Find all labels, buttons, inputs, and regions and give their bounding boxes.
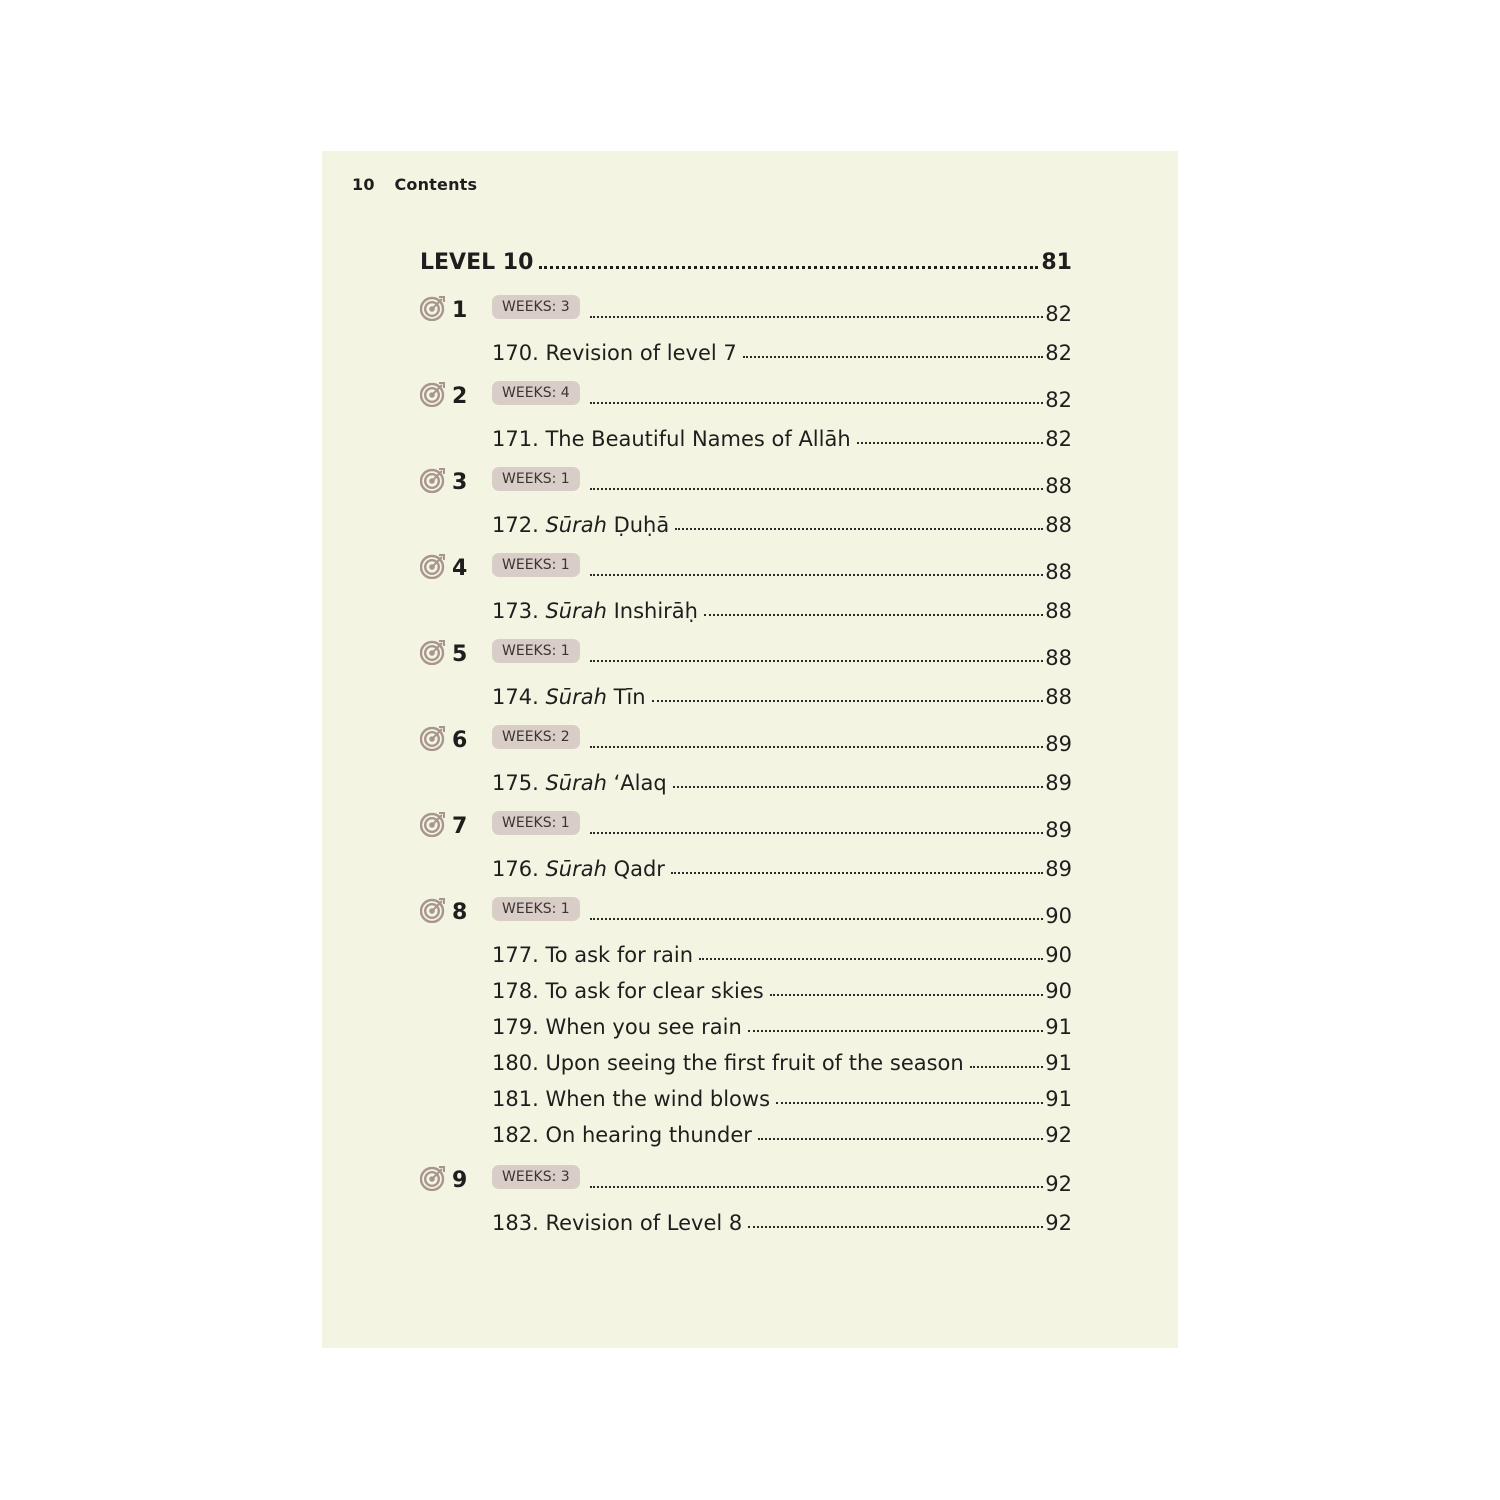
entry-page: 88	[1045, 599, 1072, 623]
weeks-badge: WEEKS: 1	[492, 639, 580, 663]
target-icon-graphic	[420, 811, 446, 837]
weeks-page: 88	[1045, 474, 1072, 498]
weeks-row	[492, 381, 1072, 413]
weeks-page: 89	[1045, 818, 1072, 842]
target-icon	[420, 639, 446, 665]
entry-list	[492, 845, 1072, 881]
target-icon-graphic	[420, 553, 446, 579]
weeks-row	[492, 811, 1072, 843]
entry-page: 89	[1045, 857, 1072, 881]
entry-text: Revision of level 7	[545, 341, 737, 365]
entry-page: 91	[1045, 1051, 1072, 1075]
entry-number: 179.	[492, 1015, 546, 1039]
entry-text: Upon seeing the first fruit of the season	[545, 1051, 964, 1075]
entry-list	[492, 1199, 1072, 1235]
dot-leader	[673, 786, 1044, 788]
dot-leader	[671, 872, 1043, 874]
toc-entry[interactable]	[492, 1039, 1072, 1075]
entry-list	[492, 329, 1072, 365]
entry-text: On hearing thunder	[545, 1123, 752, 1147]
entry-italic: Sūrah	[545, 513, 607, 537]
block-header	[420, 897, 1072, 931]
entry-italic: Sūrah	[545, 771, 607, 795]
dot-leader	[748, 1030, 1043, 1032]
dot-leader	[675, 528, 1043, 530]
weeks-block	[420, 553, 1072, 623]
dot-leader	[590, 660, 1044, 662]
entry-title	[492, 599, 698, 623]
entry-number: 173.	[492, 599, 546, 623]
toc-entry[interactable]	[492, 967, 1072, 1003]
entry-title	[492, 685, 646, 709]
block-header	[420, 295, 1072, 329]
weeks-badge: WEEKS: 3	[492, 295, 580, 319]
entry-text: To ask for clear skies	[545, 979, 764, 1003]
toc-entry[interactable]	[492, 1199, 1072, 1235]
target-icon	[420, 381, 446, 407]
target-icon	[420, 295, 446, 321]
target-icon-graphic	[420, 725, 446, 751]
entry-text: Inshirāḥ	[613, 599, 698, 623]
weeks-block	[420, 725, 1072, 795]
weeks-page: 88	[1045, 560, 1072, 584]
entry-text: When the wind blows	[545, 1087, 771, 1111]
weeks-block	[420, 467, 1072, 537]
weeks-badge: WEEKS: 1	[492, 811, 580, 835]
weeks-row	[492, 467, 1072, 499]
weeks-row	[492, 639, 1072, 671]
toc-entry[interactable]	[492, 845, 1072, 881]
entry-title	[492, 979, 764, 1003]
entry-page: 92	[1045, 1123, 1072, 1147]
entry-text: Revision of Level 8	[545, 1211, 743, 1235]
entry-list	[492, 415, 1072, 451]
toc-entry[interactable]	[492, 415, 1072, 451]
entry-number: 182.	[492, 1123, 546, 1147]
entry-page: 91	[1045, 1087, 1072, 1111]
block-number: 3	[452, 470, 468, 495]
entry-title	[492, 341, 737, 365]
entry-number: 180.	[492, 1051, 546, 1075]
dot-leader	[748, 1226, 1043, 1228]
weeks-block	[420, 897, 1072, 1147]
block-number: 7	[452, 814, 468, 839]
toc-entry[interactable]	[492, 1075, 1072, 1111]
entry-title	[492, 943, 693, 967]
block-header	[420, 553, 1072, 587]
target-icon	[420, 811, 446, 837]
entry-page: 90	[1045, 979, 1072, 1003]
weeks-badge: WEEKS: 1	[492, 553, 580, 577]
dot-leader	[857, 442, 1044, 444]
target-icon	[420, 467, 446, 493]
block-header	[420, 381, 1072, 415]
entry-list	[492, 759, 1072, 795]
toc-entry[interactable]	[492, 329, 1072, 365]
dot-leader	[758, 1138, 1043, 1140]
dot-leader	[590, 316, 1044, 318]
toc-entry[interactable]	[492, 587, 1072, 623]
dot-leader	[590, 488, 1044, 490]
dot-leader	[776, 1102, 1043, 1104]
weeks-row	[492, 897, 1072, 929]
entry-title	[492, 427, 851, 451]
block-header	[420, 725, 1072, 759]
block-number: 2	[452, 384, 468, 409]
entry-number: 178.	[492, 979, 546, 1003]
entry-title	[492, 1051, 964, 1075]
target-icon-graphic	[420, 1165, 446, 1191]
entry-number: 171.	[492, 427, 546, 451]
weeks-badge: WEEKS: 1	[492, 467, 580, 491]
dot-leader	[652, 700, 1044, 702]
header-section-title: Contents	[394, 175, 478, 194]
target-icon-graphic	[420, 639, 446, 665]
target-icon-graphic	[420, 467, 446, 493]
entry-text: ‘Alaq	[613, 771, 667, 795]
entry-page: 89	[1045, 771, 1072, 795]
toc-entry[interactable]	[492, 673, 1072, 709]
entry-page: 90	[1045, 943, 1072, 967]
block-number: 5	[452, 642, 468, 667]
weeks-badge: WEEKS: 1	[492, 897, 580, 921]
entry-text: Qadr	[613, 857, 665, 881]
block-number: 4	[452, 556, 468, 581]
block-number: 6	[452, 728, 468, 753]
entry-title	[492, 1087, 770, 1111]
entry-italic: Sūrah	[545, 599, 607, 623]
weeks-block	[420, 295, 1072, 365]
level-title: LEVEL 10	[420, 250, 534, 275]
target-icon	[420, 725, 446, 751]
entry-number: 172.	[492, 513, 546, 537]
running-header	[352, 175, 477, 194]
entry-text: Tīn	[613, 685, 646, 709]
dot-leader	[590, 832, 1044, 834]
entry-number: 176.	[492, 857, 546, 881]
dot-leader	[699, 958, 1043, 960]
entry-page: 82	[1045, 427, 1072, 451]
entry-title	[492, 1211, 742, 1235]
entry-text: Ḍuḥā	[613, 513, 670, 537]
target-icon	[420, 1165, 446, 1191]
entry-list	[492, 673, 1072, 709]
target-icon-graphic	[420, 897, 446, 923]
entry-list	[492, 501, 1072, 537]
weeks-page: 90	[1045, 904, 1072, 928]
weeks-page: 82	[1045, 302, 1072, 326]
weeks-block	[420, 381, 1072, 451]
toc-entry[interactable]	[492, 501, 1072, 537]
toc-entry[interactable]	[492, 759, 1072, 795]
target-icon-graphic	[420, 381, 446, 407]
entry-page: 91	[1045, 1015, 1072, 1039]
entry-page: 92	[1045, 1211, 1072, 1235]
target-icon-graphic	[420, 295, 446, 321]
target-icon	[420, 553, 446, 579]
toc-entry[interactable]	[492, 1111, 1072, 1147]
level-page: 81	[1041, 250, 1072, 275]
dot-leader	[539, 266, 1038, 269]
entry-title	[492, 1123, 752, 1147]
block-number: 8	[452, 900, 468, 925]
entry-text: To ask for rain	[545, 943, 694, 967]
entry-title	[492, 857, 665, 881]
entry-title	[492, 771, 667, 795]
weeks-page: 92	[1045, 1172, 1072, 1196]
entry-number: 174.	[492, 685, 546, 709]
toc-entry[interactable]	[492, 1003, 1072, 1039]
entry-page: 88	[1045, 513, 1072, 537]
entry-number: 175.	[492, 771, 546, 795]
entry-italic: Sūrah	[545, 857, 607, 881]
entry-title	[492, 1015, 742, 1039]
weeks-row	[492, 553, 1072, 585]
entry-page: 88	[1045, 685, 1072, 709]
weeks-page: 88	[1045, 646, 1072, 670]
entry-number: 177.	[492, 943, 546, 967]
header-page-number: 10	[352, 175, 375, 194]
weeks-block	[420, 1165, 1072, 1235]
weeks-row	[492, 295, 1072, 327]
entry-list	[492, 931, 1072, 1147]
weeks-row	[492, 1165, 1072, 1197]
book-page	[322, 151, 1178, 1348]
dot-leader	[590, 746, 1044, 748]
dot-leader	[970, 1066, 1044, 1068]
dot-leader	[743, 356, 1044, 358]
dot-leader	[590, 574, 1044, 576]
block-header	[420, 811, 1072, 845]
entry-italic: Sūrah	[545, 685, 607, 709]
block-number: 9	[452, 1168, 468, 1193]
entry-number: 183.	[492, 1211, 546, 1235]
weeks-badge: WEEKS: 4	[492, 381, 580, 405]
entry-number: 181.	[492, 1087, 546, 1111]
block-number: 1	[452, 298, 468, 323]
dot-leader	[770, 994, 1044, 996]
entry-list	[492, 587, 1072, 623]
entry-title	[492, 513, 669, 537]
dot-leader	[590, 402, 1044, 404]
weeks-page: 89	[1045, 732, 1072, 756]
dot-leader	[590, 1186, 1044, 1188]
weeks-badge: WEEKS: 2	[492, 725, 580, 749]
weeks-page: 82	[1045, 388, 1072, 412]
level-heading	[420, 243, 1072, 275]
entry-number: 170.	[492, 341, 546, 365]
weeks-block	[420, 811, 1072, 881]
target-icon	[420, 897, 446, 923]
dot-leader	[590, 918, 1044, 920]
entry-page: 82	[1045, 341, 1072, 365]
block-header	[420, 1165, 1072, 1199]
dot-leader	[704, 614, 1043, 616]
block-header	[420, 467, 1072, 501]
block-header	[420, 639, 1072, 673]
weeks-badge: WEEKS: 3	[492, 1165, 580, 1189]
toc-entry[interactable]	[492, 931, 1072, 967]
weeks-block	[420, 639, 1072, 709]
entry-text: When you see rain	[545, 1015, 742, 1039]
weeks-row	[492, 725, 1072, 757]
entry-text: The Beautiful Names of Allāh	[545, 427, 851, 451]
